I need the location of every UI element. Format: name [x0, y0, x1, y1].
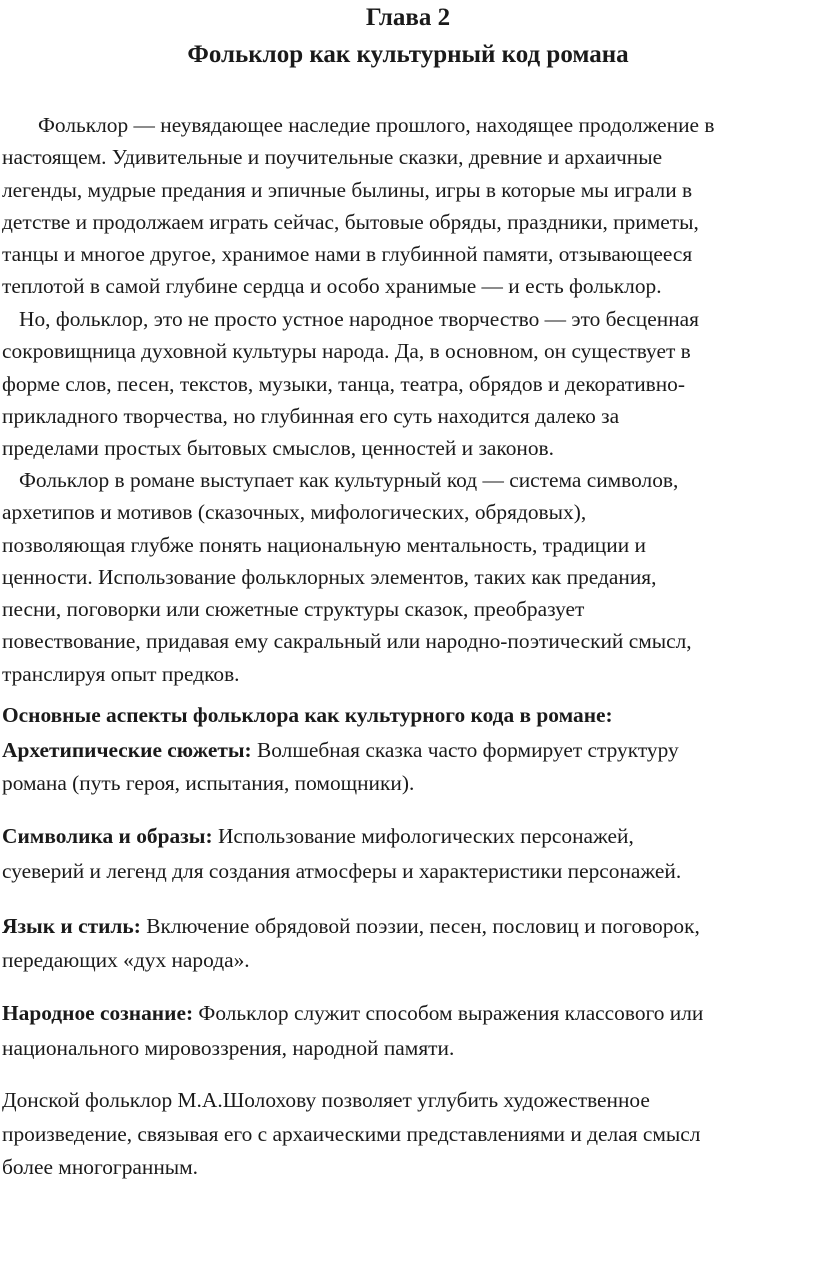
- aspect-description: Волшебная сказка часто формирует структуру: [251, 738, 679, 762]
- paragraph-line: более многогранным.: [2, 1155, 199, 1179]
- paragraph-cultural-code: [2, 464, 816, 690]
- aspect-item-language-cont: [2, 944, 250, 977]
- paragraph-line: Фольклор в романе выступает как культурный код — система символов,: [19, 468, 679, 492]
- paragraph-line: детстве и продолжаем играть сейчас, бытовые обряды, праздники, приметы,: [2, 209, 699, 234]
- chapter-subtitle: Фольклор как культурный код романа: [187, 41, 629, 68]
- paragraph-line: танцы и многое другое, хранимое нами в глубинной памяти, отзывающееся: [2, 242, 693, 267]
- paragraph-line: позволяющая глубже понять национальную ментальность, традиции и: [2, 532, 646, 557]
- paragraph-conclusion: [2, 1084, 816, 1185]
- aspect-description: национального мировоззрения, народной памяти.: [2, 1036, 455, 1060]
- aspect-description: Фольклор служит способом выражения классового или: [193, 1001, 704, 1025]
- aspects-heading: [2, 699, 613, 732]
- aspect-term: Архетипические сюжеты:: [2, 738, 252, 762]
- paragraph-line: Фольклор — неувядающее наследие прошлого, находящее продолжение в: [38, 113, 715, 137]
- aspect-item-symbols-cont: [2, 855, 681, 888]
- aspects-heading-text: Основные аспекты фольклора как культурного кода в романе:: [2, 703, 613, 727]
- paragraph-line: теплотой в самой глубине сердца и особо хранимые — и есть фольклор.: [2, 274, 662, 299]
- aspect-item-language: [2, 910, 700, 943]
- paragraph-line: Донской фольклор М.А.Шолохову позволяет углубить художественное: [2, 1088, 650, 1112]
- paragraph-line: архетипов и мотивов (сказочных, мифологических, обрядовых),: [2, 500, 587, 525]
- aspect-term: Народное сознание:: [2, 1001, 194, 1025]
- aspect-item-archetypes-cont: [2, 767, 414, 800]
- aspect-description: Использование мифологических персонажей,: [212, 824, 634, 848]
- paragraph-line: форме слов, песен, текстов, музыки, танца, театра, обрядов и декоративно-: [2, 371, 686, 396]
- paragraph-line: легенды, мудрые предания и эпичные былины, игры в которые мы играли в: [2, 177, 693, 202]
- paragraph-line: ценности. Использование фольклорных элементов, таких как предания,: [2, 564, 657, 589]
- paragraph-line: пределами простых бытовых смыслов, ценностей и законов.: [2, 436, 554, 461]
- aspect-description: Включение обрядовой поэзии, песен, пословиц и поговорок,: [140, 914, 700, 938]
- aspect-item-consciousness: [2, 997, 703, 1030]
- aspect-item-symbols: [2, 820, 634, 853]
- paragraph-line: прикладного творчества, но глубинная его суть находится далеко за: [2, 403, 620, 428]
- paragraph-line: песни, поговорки или сюжетные структуры сказок, преобразует: [2, 597, 585, 622]
- paragraph-treasury: [2, 303, 816, 464]
- aspect-description: передающих «дух народа».: [2, 948, 250, 972]
- aspect-term: Язык и стиль:: [2, 914, 141, 938]
- paragraph-line: Но, фольклор, это не просто устное народное творчество — это бесценная: [19, 307, 699, 331]
- aspect-description: романа (путь героя, испытания, помощники).: [2, 771, 415, 795]
- paragraph-line: сокровищница духовной культуры народа. Да, в основном, он существует в: [2, 339, 691, 364]
- chapter-title: Глава 2: [365, 4, 451, 31]
- aspect-description: суеверий и легенд для создания атмосферы и характеристики персонажей.: [2, 859, 682, 883]
- paragraph-intro: [2, 109, 816, 303]
- paragraph-line: повествование, придавая ему сакральный или народно-поэтический смысл,: [2, 629, 692, 654]
- aspect-term: Символика и образы:: [2, 824, 213, 848]
- aspect-item-archetypes: [2, 734, 679, 767]
- paragraph-line: произведение, связывая его с архаическими представлениями и делая смысл: [2, 1121, 701, 1146]
- paragraph-line: транслируя опыт предков.: [2, 661, 240, 686]
- paragraph-line: настоящем. Удивительные и поучительные сказки, древние и архаичные: [2, 145, 663, 170]
- aspect-item-consciousness-cont: [2, 1032, 454, 1065]
